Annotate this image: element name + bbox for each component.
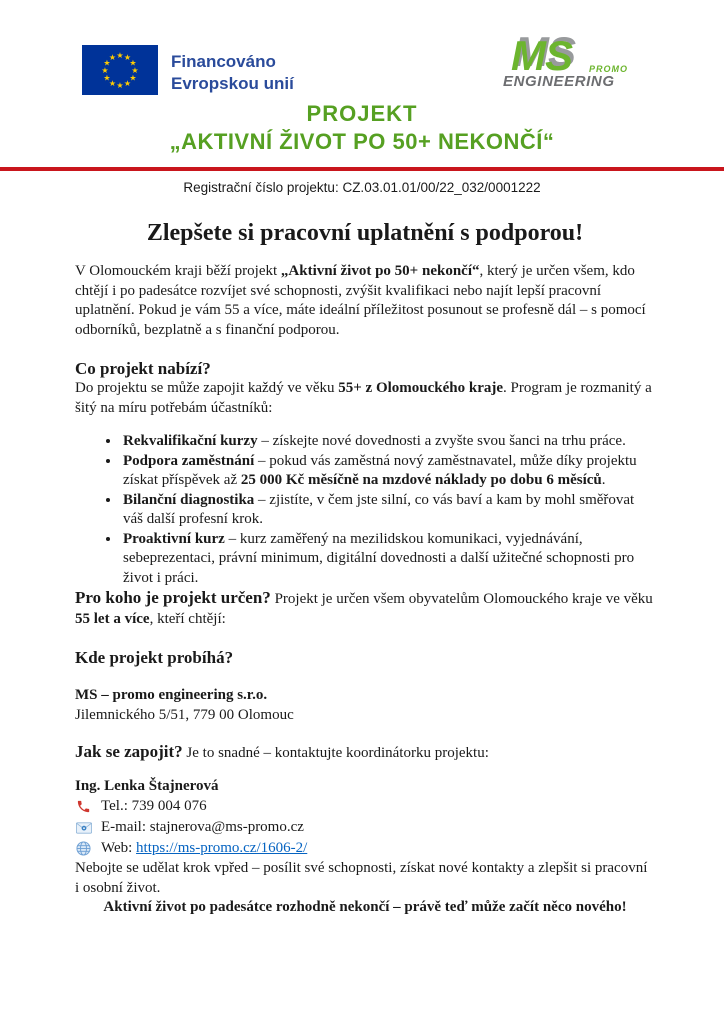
company-name: MS – promo engineering s.r.o.	[75, 687, 268, 703]
join-paragraph	[75, 742, 655, 764]
bullet-text: – získejte nové dovednosti a zvyšte svou šanci na trhu práce.	[257, 433, 626, 449]
eu-funding-text	[171, 51, 294, 94]
ms-promo-logo	[503, 32, 633, 90]
eu-funding-line1: Financováno	[171, 52, 276, 72]
svg-text:★: ★	[129, 58, 137, 68]
company-block	[75, 686, 655, 725]
bullet-bold: Proaktivní kurz	[123, 530, 225, 547]
bullet-text2: .	[601, 472, 606, 488]
join-heading: Jak se zapojit?	[75, 742, 183, 761]
bullet-bold2: 25 000 Kč měsíčně na mzdové náklady po dobu 6 měsíců	[240, 472, 602, 488]
bullet-bold: Podpora zaměstnání	[123, 452, 255, 469]
svg-text:★: ★	[131, 66, 139, 75]
email-row	[75, 817, 655, 838]
offers-heading: Co projekt nabízí?	[75, 359, 211, 378]
email-icon	[75, 822, 92, 834]
offers-intro-pre: Do projektu se může zapojit každý ve věku	[75, 380, 339, 396]
globe-icon	[75, 841, 92, 856]
contact-block	[75, 777, 655, 860]
list-item	[121, 432, 655, 452]
ms-logo-engineering: ENGINEERING	[503, 73, 615, 90]
svg-text:★: ★	[116, 81, 124, 90]
web-text	[101, 839, 307, 859]
ms-logo-ms: MS	[511, 32, 572, 79]
svg-text:★: ★	[108, 79, 117, 88]
project-name: „AKTIVNÍ ŽIVOT PO 50+ NEKONČÍ“	[169, 129, 555, 154]
bullet-bold: Bilanční diagnostika	[123, 491, 255, 508]
svg-text:★: ★	[103, 73, 111, 83]
bullet-bold: Rekvalifikační kurzy	[123, 433, 258, 449]
intro-bold: „Aktivní život po 50+ nekončí“	[280, 263, 480, 279]
ms-logo-promo: PROMO	[589, 64, 629, 74]
eu-funding-logo	[82, 45, 294, 100]
document-title: Zlepšete si pracovní uplatnění s podporou!	[146, 220, 584, 246]
web-row	[75, 838, 655, 859]
eu-flag	[82, 45, 158, 100]
final-note: Aktivní život po padesátce rozhodně nekončí – právě teď může začít něco nového!	[103, 899, 627, 915]
svg-text:★: ★	[108, 53, 117, 62]
phone-text: Tel.: 739 004 076	[101, 797, 207, 814]
list-item	[121, 452, 655, 491]
where-heading: Kde projekt probíhá?	[75, 648, 234, 667]
bullet-text: – zjistíte, v čem jste silní, co vás baví a kam by mohl směřovat váš další profesní krok.	[123, 491, 635, 527]
svg-text:★: ★	[123, 53, 132, 62]
audience-heading: Pro koho je projekt určen?	[75, 588, 271, 607]
closing-paragraph: Nebojte se udělat krok vpřed – posílit své schopnosti, získat nové kontakty a zlepšit si pracovní i osobní život.	[75, 860, 648, 896]
coordinator-name: Ing. Lenka Štajnerová	[75, 777, 219, 794]
audience-pre: Projekt je určen všem obyvatelům Olomouckého kraje ve věku	[270, 591, 653, 607]
audience-post: , kteří chtějí:	[149, 610, 226, 627]
offers-list	[75, 432, 655, 588]
intro-post: , který je určen všem, kdo chtějí i po padesátce rozvíjet své schopnosti, zvýšit kvalifikaci nebo najít lepší pracovní uplatnění. Pokud je vám 55 a více, máte ideální příležitost posunout se profesně dál – s pomocí odborníků, bezplatně a s finanční podporou.	[75, 263, 646, 338]
intro-pre: V Olomouckém kraji běží projekt	[75, 263, 281, 279]
list-item	[121, 491, 655, 530]
phone-row	[75, 796, 655, 817]
svg-text:★: ★	[103, 58, 111, 68]
svg-text:★: ★	[116, 51, 124, 60]
list-item	[121, 530, 655, 589]
document-body	[75, 212, 655, 918]
join-text: Je to snadné – kontaktujte koordinátorku projektu:	[182, 745, 489, 761]
registration-number: Registrační číslo projektu: CZ.03.01.01/00/22_032/0001222	[183, 180, 541, 195]
svg-text:★: ★	[101, 66, 109, 75]
svg-text:★: ★	[123, 79, 132, 88]
audience-paragraph	[75, 588, 655, 629]
phone-icon	[75, 799, 92, 814]
company-address: Jilemnického 5/51, 779 00 Olomouc	[75, 706, 294, 723]
offers-intro	[75, 379, 655, 418]
bullet-text: – pokud vás zaměstná nový zaměstnavatel, může díky projektu získat příspěvek až	[123, 452, 637, 488]
eu-funding-line2: Evropskou unií	[171, 73, 294, 93]
web-link[interactable]: https://ms-promo.cz/1606-2/	[136, 839, 308, 856]
intro-paragraph	[75, 262, 655, 340]
bullet-text: – kurz zaměřený na mezilidskou komunikaci, vyjednávání, sebeprezentaci, právní minimum, digitální dovednosti a další užitečné schopnosti pro život i práci.	[123, 530, 635, 586]
email-text: E-mail: stajnerova@ms-promo.cz	[101, 818, 304, 835]
svg-text:★: ★	[129, 73, 137, 83]
audience-bold: 55 let a více	[75, 610, 150, 627]
offers-intro-post: . Program je rozmanitý a šitý na míru potřebám účastníků:	[75, 380, 652, 416]
red-divider	[0, 167, 724, 171]
project-label: PROJEKT	[306, 101, 418, 126]
offers-intro-bold: 55+ z Olomouckého kraje	[338, 380, 504, 396]
web-label: Web:	[101, 839, 137, 856]
